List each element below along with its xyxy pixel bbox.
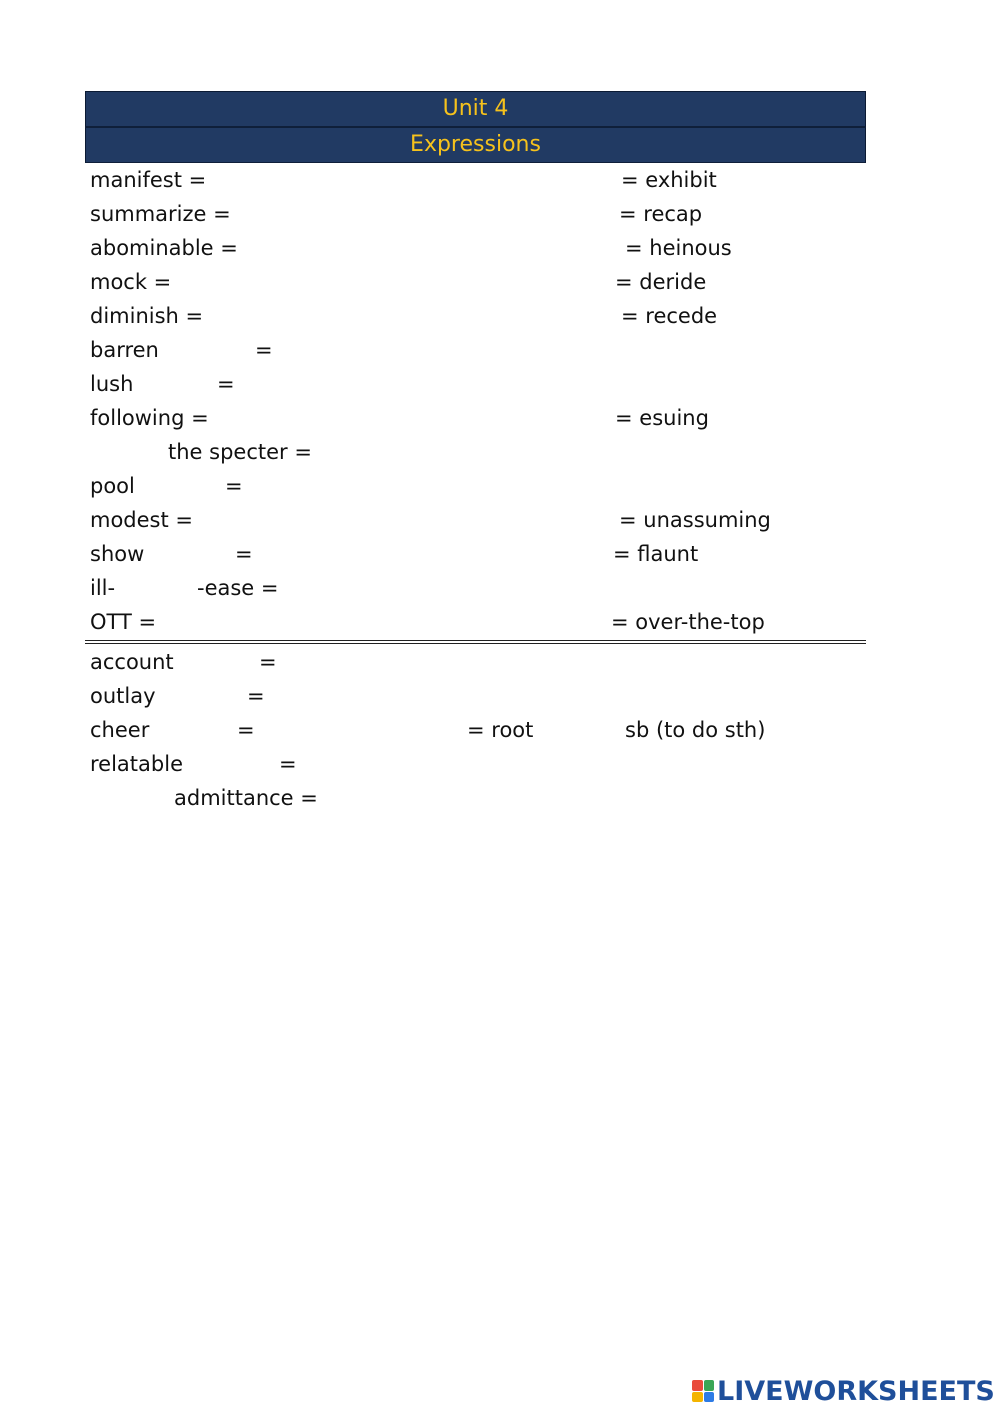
worksheet <box>85 91 866 815</box>
list-item <box>85 401 866 435</box>
term-right: sb (to do sth) <box>625 718 766 742</box>
term-left: show <box>90 542 145 566</box>
equals-sign: = <box>235 542 253 566</box>
liveworksheets-icon <box>692 1380 714 1402</box>
term-indented: the specter = <box>168 440 312 464</box>
equals-sign: = <box>259 650 277 674</box>
equals-sign: = <box>255 338 273 362</box>
term-left: manifest = <box>90 168 207 192</box>
equals-sign: = <box>237 718 255 742</box>
list-item <box>85 645 866 679</box>
list-item <box>85 231 866 265</box>
term-left: barren <box>90 338 159 362</box>
term-left: pool <box>90 474 135 498</box>
equals-sign: = <box>279 752 297 776</box>
list-item <box>85 469 866 503</box>
term-left: account <box>90 650 174 674</box>
list-item <box>85 781 866 815</box>
expression-list-part1 <box>85 163 866 639</box>
term-left: OTT = <box>90 610 157 634</box>
section-title: Expressions <box>85 128 866 163</box>
term-right: = heinous <box>625 236 732 260</box>
list-item <box>85 367 866 401</box>
term-left: mock = <box>90 270 172 294</box>
term-left: diminish = <box>90 304 204 328</box>
term-right: = unassuming <box>619 508 771 532</box>
term-left: cheer <box>90 718 150 742</box>
unit-title: Unit 4 <box>85 91 866 128</box>
equals-sign: = <box>217 372 235 396</box>
liveworksheets-logo <box>692 1376 995 1406</box>
list-item <box>85 537 866 571</box>
list-item <box>85 435 866 469</box>
list-item <box>85 503 866 537</box>
list-item <box>85 197 866 231</box>
equals-sign: = <box>225 474 243 498</box>
list-item <box>85 333 866 367</box>
list-item <box>85 265 866 299</box>
term-indented: admittance = <box>174 786 318 810</box>
term-right: = recede <box>621 304 718 328</box>
term-right: = recap <box>619 202 703 226</box>
term-left: relatable <box>90 752 183 776</box>
list-item <box>85 713 866 747</box>
equals-sign: = <box>247 684 265 708</box>
list-item <box>85 299 866 333</box>
term-right: = over-the-top <box>611 610 765 634</box>
liveworksheets-wordmark: LIVEWORKSHEETS <box>717 1375 995 1407</box>
term-right: = exhibit <box>621 168 717 192</box>
term-left: outlay <box>90 684 156 708</box>
term-left: summarize = <box>90 202 231 226</box>
term-left: modest = <box>90 508 194 532</box>
term-middle: = root <box>467 718 534 742</box>
list-item <box>85 163 866 197</box>
list-item <box>85 747 866 781</box>
term-suffix: -ease = <box>197 576 279 600</box>
term-left: lush <box>90 372 134 396</box>
term-left: ill- <box>90 576 116 600</box>
list-item <box>85 605 866 639</box>
list-item <box>85 679 866 713</box>
term-right: = deride <box>615 270 707 294</box>
term-right: = esuing <box>615 406 709 430</box>
term-right: = flaunt <box>613 542 699 566</box>
expression-list-part2 <box>85 645 866 815</box>
section-divider <box>85 640 866 644</box>
list-item <box>85 571 866 605</box>
term-left: following = <box>90 406 209 430</box>
term-left: abominable = <box>90 236 238 260</box>
